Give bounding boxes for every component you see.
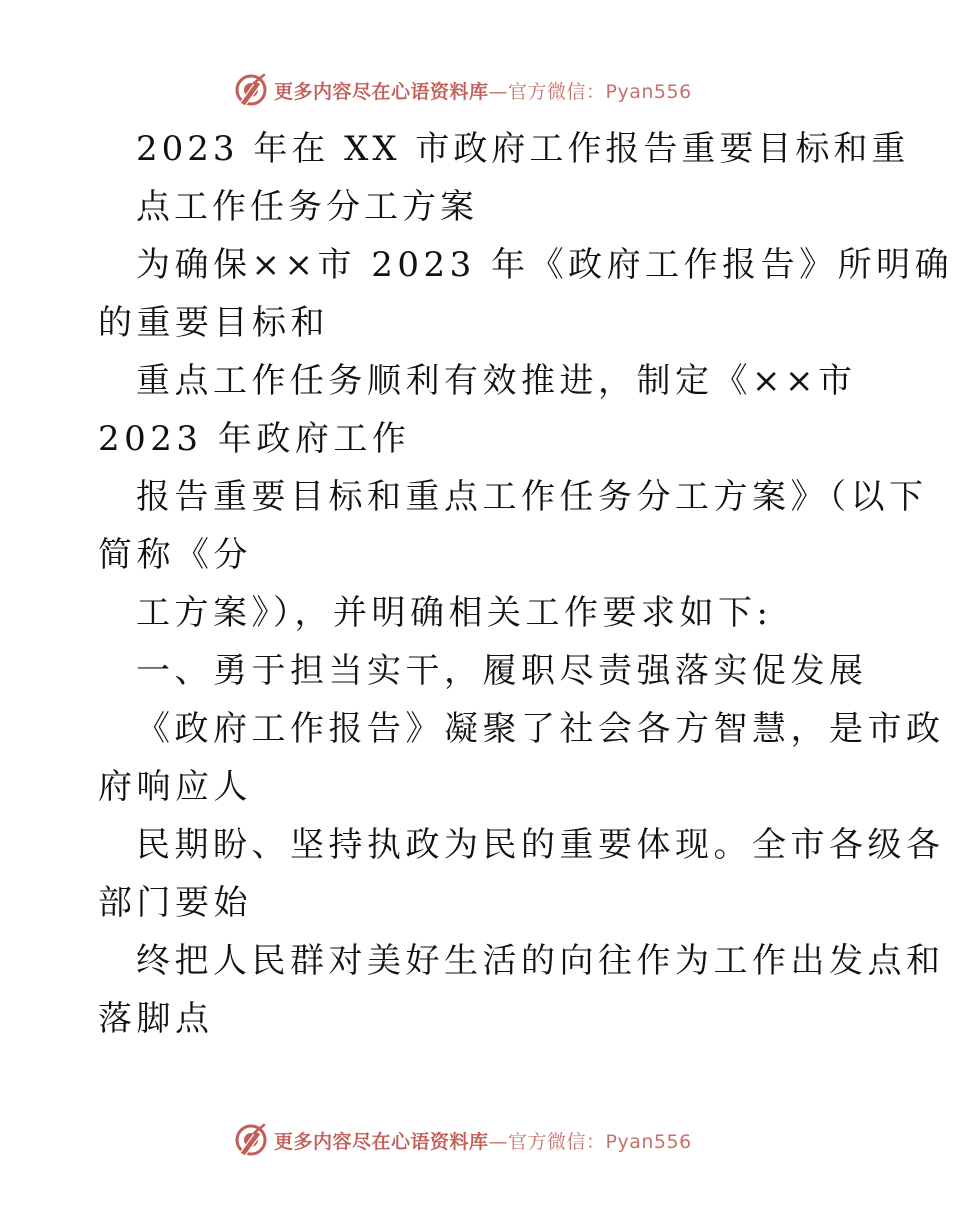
paragraph-line: 府响应人	[98, 767, 252, 807]
watermark-wechat-label: 官方微信：	[508, 1130, 606, 1153]
paragraph-line: 工方案》），并明确相关工作要求如下:	[136, 593, 773, 633]
document-body	[98, 120, 953, 1048]
paragraph-line: 2023 年政府工作	[98, 419, 411, 459]
watermark-brand: 更多内容尽在心语资料库	[274, 80, 489, 103]
watermark-text	[274, 1127, 692, 1154]
paragraph-line: 为确保××市 2023 年《政府工作报告》所明确	[136, 245, 953, 285]
watermark-dash: —	[488, 1130, 509, 1153]
paragraph-line: 一、勇于担当实干，履职尽责强落实促发展	[136, 651, 868, 691]
document-paragraphs	[98, 236, 953, 1048]
paragraph-line: 重点工作任务顺利有效推进，制定《××市	[136, 361, 857, 401]
paragraph-line: 的重要目标和	[98, 303, 329, 343]
footer-watermark	[234, 1122, 692, 1158]
document-title-line-2: 点工作任务分工方案	[136, 187, 478, 227]
paragraph-line: 部门要始	[98, 883, 252, 923]
paragraph-line: 终把人民群对美好生活的向往作为工作出发点和	[136, 941, 945, 981]
document-title-line-1: 2023 年在 XX 市政府工作报告重要目标和重	[136, 129, 910, 169]
watermark-handle: Pyan556	[605, 1130, 692, 1153]
paragraph-line: 报告重要目标和重点工作任务分工方案》（以下	[136, 477, 928, 517]
watermark-brand: 更多内容尽在心语资料库	[274, 1130, 489, 1153]
paragraph-line: 落脚点	[98, 999, 214, 1039]
paragraph-line: 简称《分	[98, 535, 252, 575]
paragraph-line: 《政府工作报告》凝聚了社会各方智慧，是市政	[136, 709, 945, 749]
watermark-dash: —	[488, 80, 509, 103]
watermark-wechat-label: 官方微信：	[508, 80, 606, 103]
paragraph-line: 民期盼、坚持执政为民的重要体现。全市各级各	[136, 825, 945, 865]
quill-seal-icon	[234, 73, 268, 107]
watermark-text	[274, 77, 692, 104]
quill-seal-icon	[234, 1123, 268, 1157]
watermark-handle: Pyan556	[605, 80, 692, 103]
header-watermark	[234, 72, 692, 108]
